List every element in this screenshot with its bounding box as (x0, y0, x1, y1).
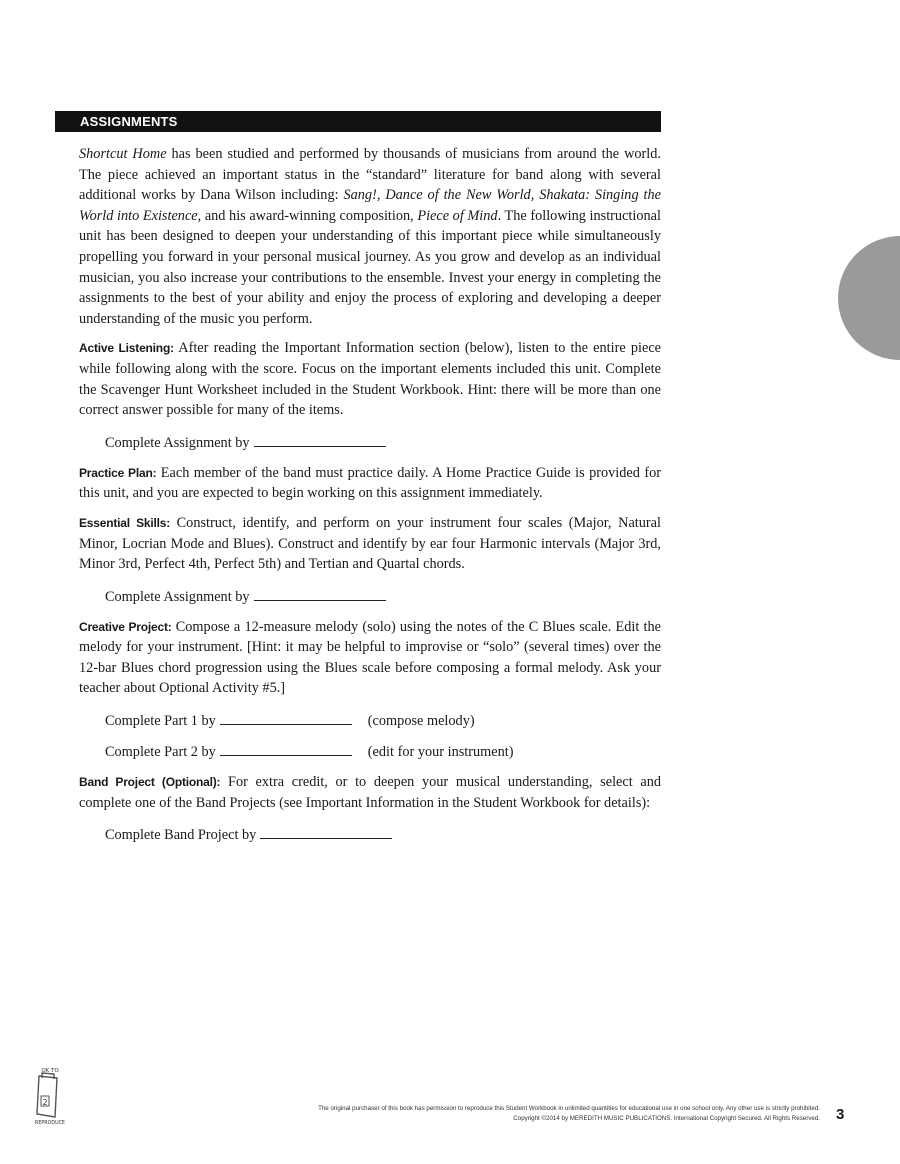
page-number: 3 (836, 1106, 845, 1123)
due-label: Complete Band Project by (105, 827, 257, 844)
creative-part1-due (105, 710, 661, 730)
footer-notice (100, 1104, 820, 1124)
piece-italic: Piece of Mind (417, 207, 498, 224)
band-project-text: For extra credit, or to deepen your musical understanding, select and complete one of the Band Projects (see Important Information in the Student Workbook for details): (79, 774, 661, 811)
band-project-paragraph (79, 772, 661, 813)
chapter-tab-marker (838, 236, 900, 360)
practice-plan-text: Each member of the band must practice daily. A Home Practice Guide is provided for this unit, and you are expected to begin working on this assignment immediately. (79, 464, 661, 502)
intro-text-1: has been studied and performed by thousands of musicians from around the world. The piece achieved an important status in the “standard” literature for band along with several additional works by Dana Wilson including: (79, 146, 661, 204)
active-listening-paragraph (79, 338, 661, 420)
practice-plan-paragraph (79, 463, 661, 504)
works-italic: Sang!, Dance of the New World, Shakata: Singing the World into Existence, (79, 187, 661, 224)
icon-top-text: OK TO (41, 1068, 59, 1074)
part1-note: (compose melody) (367, 713, 475, 730)
footer-line-2: Copyright ©2014 by MEREDITH MUSIC PUBLICATIONS. International Copyright Secured. All Rights Reserved. (513, 1115, 820, 1122)
due-date-blank[interactable] (220, 710, 352, 725)
due-date-blank[interactable] (254, 586, 386, 601)
ok-to-reproduce-icon (26, 1066, 76, 1126)
practice-plan-label: Practice Plan: (79, 465, 157, 480)
due-label: Complete Part 2 by (105, 744, 216, 761)
due-label: Complete Assignment by (105, 588, 250, 605)
band-project-due (105, 824, 661, 844)
intro-text-2: and his award-winning composition, (201, 207, 418, 224)
essential-skills-due (105, 586, 661, 606)
due-date-blank[interactable] (260, 824, 392, 839)
footer-line-1: The original purchaser of this book has permission to reproduce this Student Workbook in unlimited quantities for educational use in one school only. Any other use is strictly prohibited. (318, 1105, 820, 1112)
creative-project-text: Compose a 12-measure melody (solo) using the notes of the C Blues scale. Edit the melody for your instrument. [Hint: it may be helpful to improvise or “solo” (several times) over the 12-bar Blues chord progression using the Blues scale before composing a formal melody. Ask your teacher about Optional Activity #5.] (79, 618, 661, 697)
active-listening-text: After reading the Important Information section (below), listen to the entire piece while following along with the score. Focus on the important elements included this unit. Complete the Scavenger Hunt Worksheet included in the Student Workbook. Hint: there will be more than one correct answer possible for many of the items. (79, 340, 662, 419)
essential-skills-text: Construct, identify, and perform on your instrument four scales (Major, Natural Minor, Locrian Mode and Blues). Construct and identify by ear four Harmonic intervals (Major 3rd, Minor 3rd, Perfect 4th, Perfect 5th) and Tertian and Quartal chords. (79, 514, 661, 573)
intro-paragraph (79, 144, 661, 329)
active-listening-due (105, 432, 661, 452)
icon-num: 2 (42, 1098, 48, 1107)
part2-note: (edit for your instrument) (367, 744, 514, 761)
title-italic: Shortcut Home (79, 146, 167, 162)
due-date-blank[interactable] (254, 432, 386, 447)
section-header: ASSIGNMENTS (55, 111, 661, 132)
intro-text-3: . The following instructional unit has been designed to deepen your understanding of this important piece while simultaneously propelling you forward in your personal musical journey. As you grow and develop as an individual musician, you also increase your contributions to the ensemble. Invest your energy in completing the assignments to the best of your ability and enjoy the process of exploring and developing a deeper understanding of the music you perform. (79, 207, 661, 327)
assignments-section (55, 111, 661, 855)
essential-skills-paragraph (79, 513, 661, 575)
creative-part2-due (105, 741, 661, 761)
creative-project-label: Creative Project: (79, 619, 172, 634)
creative-project-paragraph (79, 617, 661, 699)
due-label: Complete Assignment by (105, 434, 250, 451)
active-listening-label: Active Listening: (79, 341, 174, 356)
due-date-blank[interactable] (220, 741, 352, 756)
band-project-label: Band Project (Optional): (79, 775, 221, 790)
icon-bottom-text: REPRODUCE (35, 1121, 65, 1126)
due-label: Complete Part 1 by (105, 713, 216, 730)
essential-skills-label: Essential Skills: (79, 515, 171, 530)
